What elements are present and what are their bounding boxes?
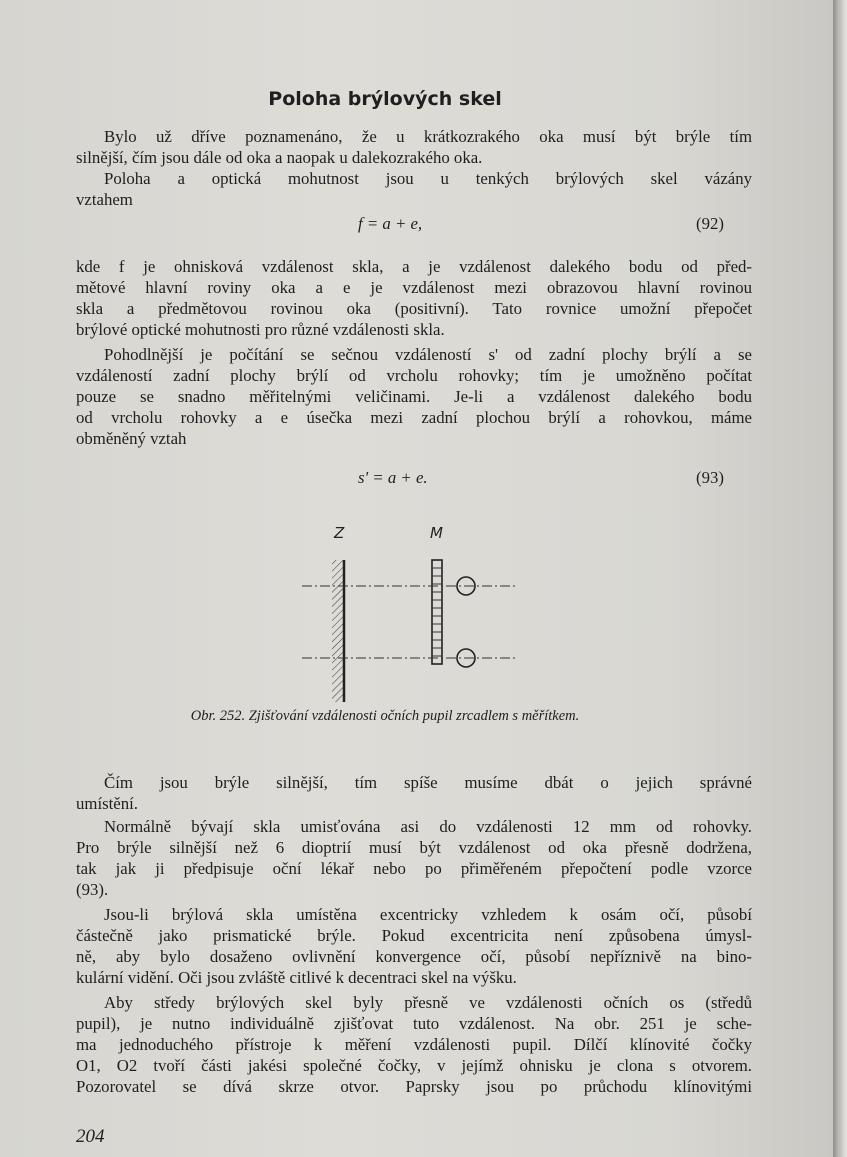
paragraph-8 (76, 992, 752, 1097)
text-line: O1, O2 tvoří části jakési společné čočky, v jejímž ohnisku je clona s otvorem. (76, 1056, 752, 1075)
text-line: vztahem (76, 190, 133, 209)
paragraph-4 (76, 344, 752, 449)
book-spine (833, 0, 847, 1157)
text-line: kulární vidění. Oči jsou zvláště citlivé k decentraci skel na výšku. (76, 968, 517, 987)
text-line: ma jednoduchého přístroje k měření vzdálenosti pupil. Dílčí klínovité čočky (76, 1035, 752, 1054)
text-line: od vrcholu rohovky a e úsečka mezi zadní plochou brýlí a rohovkou, máme (76, 408, 752, 427)
text-line: Bylo už dříve poznamenáno, že u krátkozrakého oka musí být brýle tím (104, 127, 752, 146)
mirror-label: Z (334, 524, 345, 542)
text-line: skla a předmětovou rovinou oka (positivní). Tato rovnice umožní přepočet (76, 299, 752, 318)
text-line: ně, aby bylo dosaženo ovlivnění konvergence očí, působí nepříznivě na bino- (76, 947, 752, 966)
page-number: 204 (76, 1126, 105, 1147)
scale-m (432, 560, 442, 664)
equation-formula: s' = a + e. (358, 468, 428, 487)
scale-label: M (430, 524, 443, 542)
paragraph-2 (76, 168, 752, 210)
text-line: kde f je ohnisková vzdálenost skla, a je vzdálenost dalekého bodu od před- (76, 257, 752, 276)
equation-number: (93) (696, 468, 724, 487)
equation-formula: f = a + e, (358, 214, 423, 233)
figure-mirror-scale-diagram (298, 520, 530, 712)
section-heading: Poloha brýlových skel (268, 88, 502, 110)
text-line: částečně jako prismatické brýle. Pokud excentricita není způsobena úmysl- (76, 926, 752, 945)
equation-number: (92) (696, 214, 724, 233)
text-line: Pohodlnější je počítání se sečnou vzdáleností s' od zadní plochy brýlí a se (104, 345, 752, 364)
paragraph-3 (76, 256, 752, 340)
paragraph-1 (76, 126, 752, 168)
paragraph-7 (76, 904, 752, 988)
text-line: pupil), je nutno individuálně zjišťovat tuto vzdálenost. Na obr. 251 je sche- (76, 1014, 752, 1033)
text-line: mětové hlavní roviny oka a e je vzdálenost mezi obrazovou hlavní rovinou (76, 278, 752, 297)
text-line: vzdáleností zadní plochy brýlí od vrcholu rohovky; tím je umožněno počítat (76, 366, 752, 385)
text-line: Pozorovatel se dívá skrze otvor. Paprsky jsou po průchodu klínovitými (76, 1077, 752, 1096)
paragraph-6 (76, 816, 752, 900)
text-line: silnější, čím jsou dále od oka a naopak u dalekozrakého oka. (76, 148, 483, 167)
text-line: Normálně bývají skla umisťována asi do vzdálenosti 12 mm od rohovky. (104, 817, 752, 836)
text-line: tak jak ji předpisuje oční lékař nebo po přiměřeném přepočtení podle vzorce (76, 859, 752, 878)
equation-92 (76, 214, 752, 238)
text-line: (93). (76, 880, 109, 899)
text-line: Poloha a optická mohutnost jsou u tenkých brýlových skel vázány (104, 169, 752, 188)
paragraph-5 (76, 772, 752, 814)
text-line: pouze se snadno měřitelnými veličinami. Je-li a vzdálenost dalekého bodu (76, 387, 752, 406)
mirror-z (332, 560, 344, 702)
text-line: umístění. (76, 794, 138, 813)
equation-93 (76, 468, 752, 492)
text-line: brýlové optické mohutnosti pro různé vzdálenosti skla. (76, 320, 445, 339)
text-line: Pro brýle silnější než 6 dioptrií musí být vzdálenost od oka přesně dodržena, (76, 838, 752, 857)
text-line: Aby středy brýlových skel byly přesně ve vzdálenosti očních os (středů (104, 993, 752, 1012)
text-line: Čím jsou brýle silnější, tím spíše musíme dbát o jejich správné (104, 773, 752, 792)
figure-caption: Obr. 252. Zjišťování vzdálenosti očních pupil zrcadlem s měřítkem. (190, 708, 580, 724)
text-line: obměněný vztah (76, 429, 187, 448)
text-line: Jsou-li brýlová skla umístěna excentricky vzhledem k osám očí, působí (104, 905, 752, 924)
